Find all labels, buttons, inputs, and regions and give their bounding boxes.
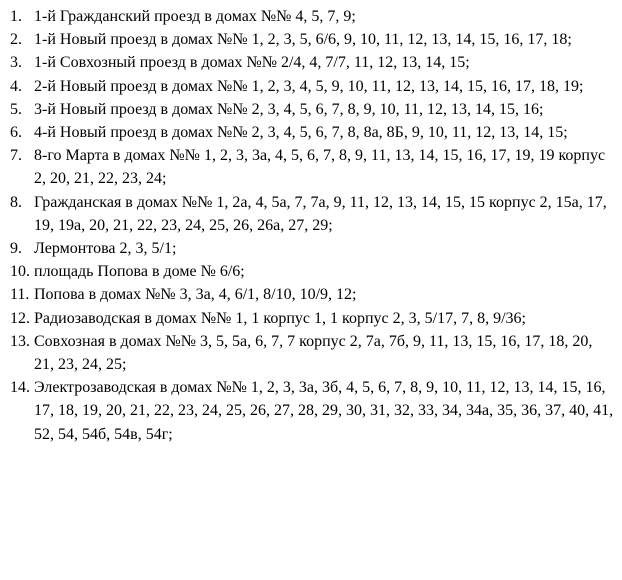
item-number: 6. xyxy=(10,124,22,142)
address-list xyxy=(0,5,622,446)
item-number: 9. xyxy=(10,240,22,258)
item-number: 8. xyxy=(10,193,22,211)
list-item xyxy=(0,260,622,283)
list-item xyxy=(0,307,622,330)
item-text: Электрозаводская в домах №№ 1, 2, 3, 3а, 3б, 4, 5, 6, 7, 8, 9, 10, 11, 12, 13, 14, 15, 16, 17, 18, 19, 20, 21, 22, 23, 24, 25, 26, 27, 28, 29, 30, 31, 32, 33, 34, 34а, 35, 36, 37, 40, 41, 52, 54, 54б, 54в, 54г; xyxy=(34,379,614,443)
item-number: 12. xyxy=(10,309,30,327)
item-number: 13. xyxy=(10,332,30,350)
item-number: 7. xyxy=(10,147,22,165)
item-number: 3. xyxy=(10,54,22,72)
item-number: 11. xyxy=(10,286,30,304)
item-number: 2. xyxy=(10,31,22,49)
list-item xyxy=(0,51,622,74)
item-number: 4. xyxy=(10,77,22,95)
item-text: Попова в домах №№ 3, 3а, 4, 6/1, 8/10, 10/9, 12; xyxy=(34,286,357,304)
item-number: 14. xyxy=(10,379,30,397)
item-text: Лермонтова 2, 3, 5/1; xyxy=(34,240,177,258)
item-number: 1. xyxy=(10,8,22,25)
item-text: 3-й Новый проезд в домах №№ 2, 3, 4, 5, 6, 7, 8, 9, 10, 11, 12, 13, 14, 15, 16; xyxy=(34,100,544,118)
item-number: 5. xyxy=(10,100,22,118)
item-text: Радиозаводская в домах №№ 1, 1 корпус 1, 1 корпус 2, 3, 5/17, 7, 8, 9/36; xyxy=(34,309,526,327)
list-item xyxy=(0,75,622,98)
list-item xyxy=(0,144,622,190)
item-text: 2-й Новый проезд в домах №№ 1, 2, 3, 4, 5, 9, 10, 11, 12, 13, 14, 15, 16, 17, 18, 19; xyxy=(34,77,584,95)
item-text: Гражданская в домах №№ 1, 2а, 4, 5а, 7, 7а, 9, 11, 12, 13, 14, 15, 15 корпус 2, 15а, 17, 19, 19а, 20, 21, 22, 23, 24, 25, 26, 26а, 27, 29; xyxy=(34,193,607,234)
list-item xyxy=(0,237,622,260)
item-number: 10. xyxy=(10,263,30,281)
item-text: 4-й Новый проезд в домах №№ 2, 3, 4, 5, 6, 7, 8, 8а, 8Б, 9, 10, 11, 12, 13, 14, 15; xyxy=(34,124,568,142)
list-item xyxy=(0,283,622,306)
list-item xyxy=(0,330,622,376)
list-item xyxy=(0,5,622,28)
list-item xyxy=(0,28,622,51)
item-text: 1-й Совхозный проезд в домах №№ 2/4, 4, 7/7, 11, 12, 13, 14, 15; xyxy=(34,54,470,72)
list-item xyxy=(0,191,622,237)
item-text: 1-й Новый проезд в домах №№ 1, 2, 3, 5, 6/6, 9, 10, 11, 12, 13, 14, 15, 16, 17, 18; xyxy=(34,31,572,49)
list-item xyxy=(0,98,622,121)
address-list-document xyxy=(0,5,622,446)
list-item xyxy=(0,121,622,144)
item-text: Совхозная в домах №№ 3, 5, 5а, 6, 7, 7 корпус 2, 7а, 7б, 9, 11, 13, 15, 16, 17, 18, 20, 21, 23, 24, 25; xyxy=(34,332,593,374)
item-text: 1-й Гражданский проезд в домах №№ 4, 5, 7, 9; xyxy=(34,8,356,25)
list-item xyxy=(0,376,622,446)
item-text: 8-го Марта в домах №№ 1, 2, 3, 3а, 4, 5, 6, 7, 8, 9, 11, 13, 14, 15, 16, 17, 19, 19 корпус 2, 20, 21, 22, 23, 24; xyxy=(34,147,606,188)
item-text: площадь Попова в доме № 6/6; xyxy=(34,263,245,281)
